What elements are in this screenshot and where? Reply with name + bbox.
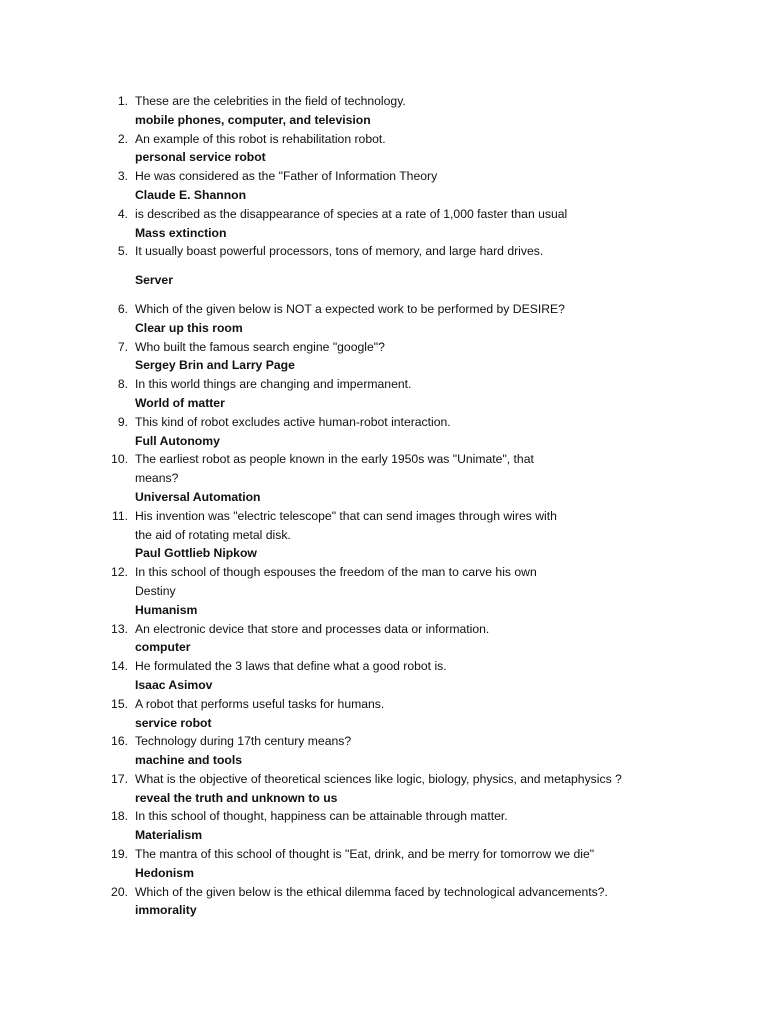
- answer-text: Clear up this room: [135, 320, 243, 335]
- question-text: It usually boast powerful processors, tons of memory, and large hard drives.: [135, 244, 544, 259]
- question-text: Technology during 17th century means?: [135, 734, 352, 749]
- question-line: His invention was "electric telescope" that can send images through wires with: [135, 508, 557, 523]
- list-item: [104, 242, 664, 290]
- question-text: is described as the disappearance of species at a rate of 1,000 faster than usual: [135, 206, 568, 221]
- item-number: 7.: [117, 339, 128, 354]
- item-number: 8.: [117, 377, 128, 392]
- item-number: 19.: [111, 847, 128, 862]
- question-line: the aid of rotating metal disk.: [135, 527, 291, 542]
- question-text: He was considered as the "Father of Information Theory: [135, 169, 438, 184]
- list-item: [104, 563, 664, 619]
- item-number: 3.: [117, 169, 128, 184]
- list-item: [104, 300, 664, 338]
- item-number: 6.: [117, 301, 128, 316]
- answer-text: Materialism: [135, 828, 203, 843]
- question-text: This kind of robot excludes active human-robot interaction.: [135, 414, 451, 429]
- list-item: [104, 883, 664, 921]
- answer-text: machine and tools: [135, 753, 242, 768]
- question-text: A robot that performs useful tasks for humans.: [135, 696, 385, 711]
- list-item: [104, 450, 664, 506]
- answer-text: service robot: [135, 715, 212, 730]
- list-item: [104, 205, 664, 243]
- answer-text: Hedonism: [135, 865, 194, 880]
- question-text: An electronic device that store and processes data or information.: [135, 621, 490, 636]
- question-text: In this school of thought, happiness can be attainable through matter.: [135, 809, 508, 824]
- item-number: 9.: [117, 414, 128, 429]
- question-text: These are the celebrities in the field of technology.: [135, 94, 406, 108]
- list-item: [104, 620, 664, 658]
- answer-text: Universal Automation: [135, 489, 261, 504]
- item-number: 4.: [117, 206, 128, 221]
- list-item: [104, 338, 664, 376]
- item-number: 18.: [111, 809, 128, 824]
- question-text: Who built the famous search engine "google"?: [135, 339, 385, 354]
- list-item: [104, 732, 664, 770]
- item-number: 12.: [111, 565, 128, 580]
- question-line: The earliest robot as people known in the early 1950s was "Unimate", that: [135, 452, 534, 467]
- question-text: Which of the given below is NOT a expected work to be performed by DESIRE?: [135, 301, 565, 316]
- answer-text: Full Autonomy: [135, 433, 220, 448]
- question-text: [135, 563, 664, 601]
- question-text: [135, 507, 664, 545]
- list-item: [104, 92, 664, 130]
- item-number: 10.: [111, 452, 128, 467]
- item-number: 16.: [111, 734, 128, 749]
- item-number: 15.: [111, 696, 128, 711]
- answer-text: Server: [135, 273, 173, 288]
- question-text: The mantra of this school of thought is "Eat, drink, and be merry for tomorrow we die": [135, 847, 595, 862]
- question-text: An example of this robot is rehabilitation robot.: [135, 131, 386, 146]
- list-item: [104, 657, 664, 695]
- item-number: 11.: [111, 508, 128, 523]
- answer-text: reveal the truth and unknown to us: [135, 790, 338, 805]
- item-number: 1.: [117, 94, 128, 108]
- answer-text: Sergey Brin and Larry Page: [135, 358, 295, 373]
- question-text: Which of the given below is the ethical dilemma faced by technological advancements?.: [135, 884, 608, 899]
- answer-text: computer: [135, 640, 191, 655]
- item-number: 17.: [111, 771, 128, 786]
- question-text: What is the objective of theoretical sciences like logic, biology, physics, and metaphysics ?: [135, 771, 622, 786]
- answer-text: Claude E. Shannon: [135, 187, 247, 202]
- answer-text: personal service robot: [135, 150, 266, 165]
- question-line: means?: [135, 471, 179, 486]
- list-item: [104, 695, 664, 733]
- list-item: [104, 130, 664, 168]
- question-answer-list: [104, 92, 664, 920]
- list-item: [104, 375, 664, 413]
- question-line: In this school of though espouses the freedom of the man to carve his own: [135, 565, 537, 580]
- answer-text: Paul Gottlieb Nipkow: [135, 546, 257, 561]
- answer-text: mobile phones, computer, and television: [135, 112, 371, 127]
- answer-text: Mass extinction: [135, 225, 227, 240]
- item-number: 2.: [117, 131, 128, 146]
- answer-text: Humanism: [135, 602, 198, 617]
- list-item: [104, 167, 664, 205]
- list-item: [104, 770, 664, 808]
- item-number: 13.: [111, 621, 128, 636]
- question-text: [135, 450, 664, 488]
- list-item: [104, 807, 664, 845]
- answer-text: World of matter: [135, 395, 225, 410]
- answer-text: Isaac Asimov: [135, 677, 213, 692]
- list-item: [104, 413, 664, 451]
- item-number: 5.: [117, 244, 128, 259]
- question-line: Destiny: [135, 583, 176, 598]
- question-text: In this world things are changing and impermanent.: [135, 377, 412, 392]
- item-number: 20.: [111, 884, 128, 899]
- list-item: [104, 507, 664, 563]
- question-text: He formulated the 3 laws that define what a good robot is.: [135, 659, 447, 674]
- answer-text: immorality: [135, 903, 197, 918]
- list-item: [104, 845, 664, 883]
- item-number: 14.: [111, 659, 128, 674]
